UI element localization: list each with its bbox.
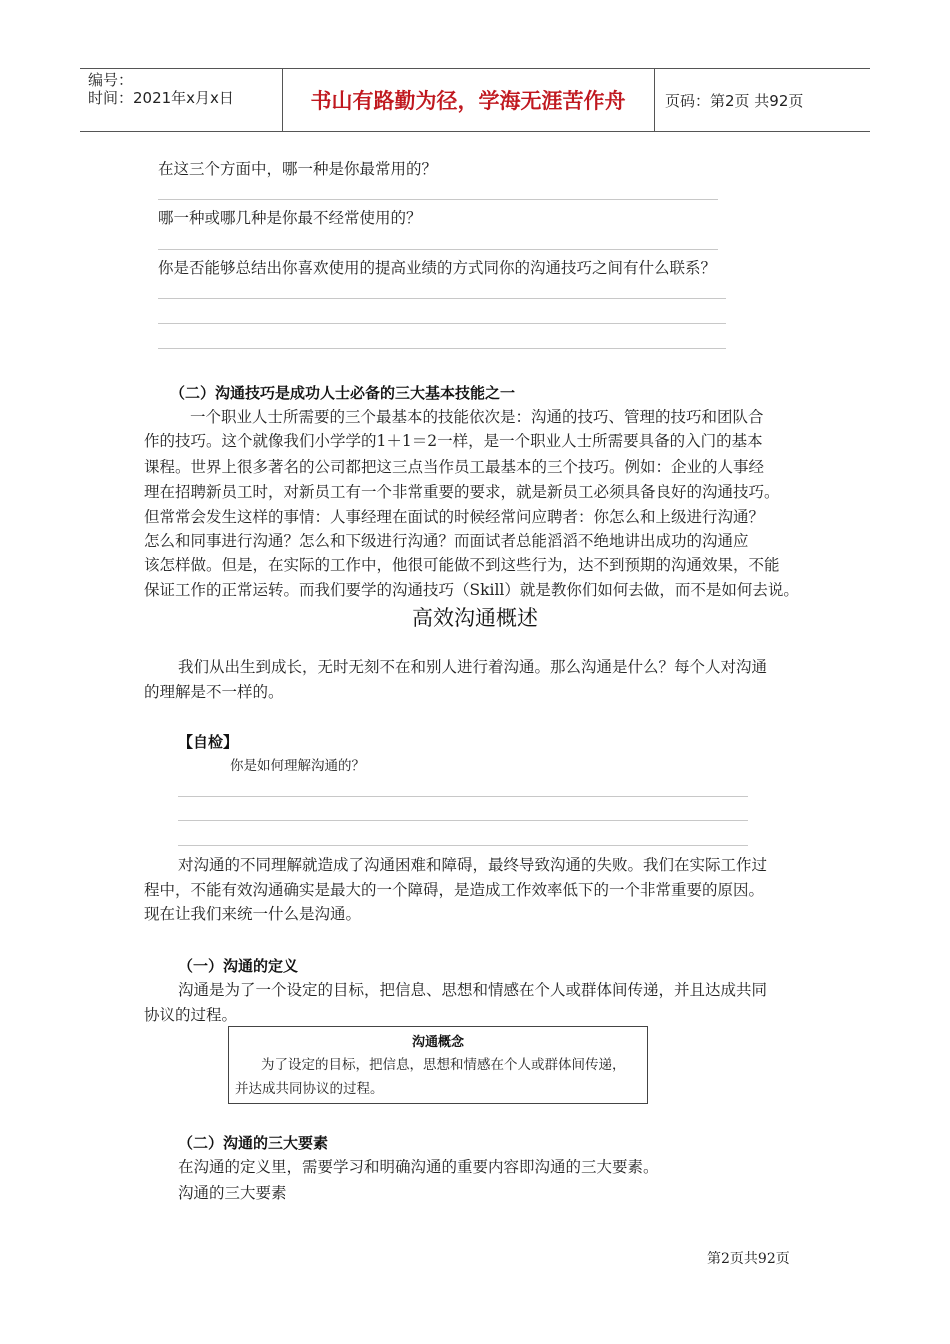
paragraph-line: 的理解是不一样的。 xyxy=(144,683,284,701)
page-header xyxy=(80,68,870,132)
selfcheck-label: 【自检】 xyxy=(178,733,239,751)
page-footer: 第2页共92页 xyxy=(707,1251,790,1267)
question-3: 你是否能够总结出你喜欢使用的提高业绩的方式同你的沟通技巧之间有什么联系？ xyxy=(158,259,717,277)
answer-line xyxy=(178,820,748,821)
paragraph-line: 我们从出生到成长，无时无刻不在和别人进行着沟通。那么沟通是什么？每个人对沟通 xyxy=(178,658,768,676)
paragraph-line: 作的技巧。这个就像我们小学学的1＋1＝2一样，是一个职业人士所需要具备的入门的基本 xyxy=(144,432,763,450)
paragraph-line: 怎么和同事进行沟通？怎么和下级进行沟通？而面试者总能滔滔不绝地讲出成功的沟通应 xyxy=(144,532,749,550)
answer-line xyxy=(158,298,726,299)
answer-line xyxy=(178,845,748,846)
paragraph-line: 保证工作的正常运转。而我们要学的沟通技巧（Skill）就是教你们如何去做，而不是如何去说。 xyxy=(144,581,799,599)
header-divider xyxy=(654,69,655,131)
answer-line xyxy=(178,796,748,797)
paragraph-line: 理在招聘新员工时，对新员工有一个非常重要的要求，就是新员工必须具备良好的沟通技巧。 xyxy=(144,483,780,501)
time-label: 时间：2021年x月x日 xyxy=(88,89,234,107)
section-heading-elements: （二）沟通的三大要素 xyxy=(178,1134,329,1152)
question-1: 在这三个方面中，哪一种是你最常用的？ xyxy=(158,160,438,178)
number-label: 编号： xyxy=(88,71,134,89)
paragraph-line: 课程。世界上很多著名的公司都把这三点当作员工最基本的三个技巧。例如：企业的人事经 xyxy=(144,458,765,476)
paragraph-line: 沟通是为了一个设定的目标，把信息、思想和情感在个人或群体间传递，并且达成共同 xyxy=(178,981,768,999)
concept-box-title: 沟通概念 xyxy=(411,1035,464,1050)
concept-box xyxy=(228,1026,648,1104)
header-page-label: 页码：第2页 共92页 xyxy=(665,91,804,110)
header-meta xyxy=(88,71,234,107)
paragraph-line: 程中，不能有效沟通确实是最大的一个障碍，是造成工作效率低下的一个非常重要的原因。 xyxy=(144,881,765,899)
paragraph-line: 但常常会发生这样的事情：人事经理在面试的时候经常问应聘者：你怎么和上级进行沟通？ xyxy=(144,508,765,526)
question-2: 哪一种或哪几种是你最不经常使用的？ xyxy=(158,209,422,227)
header-motto: 书山有路勤为径，学海无涯苦作舟 xyxy=(310,89,626,113)
paragraph-line: 在沟通的定义里，需要学习和明确沟通的重要内容即沟通的三大要素。 xyxy=(178,1158,659,1176)
concept-box-line: 为了设定的目标，把信息，思想和情感在个人或群体间传递， xyxy=(261,1057,626,1073)
concept-box-line: 并达成共同协议的过程。 xyxy=(235,1081,384,1097)
paragraph-line: 一个职业人士所需要的三个最基本的技能依次是：沟通的技巧、管理的技巧和团队合 xyxy=(190,408,764,426)
section-heading-definition: （一）沟通的定义 xyxy=(178,957,299,975)
answer-line xyxy=(158,323,726,324)
answer-line xyxy=(158,348,726,349)
concept-box-body xyxy=(235,1053,641,1101)
selfcheck-question: 你是如何理解沟通的？ xyxy=(230,758,365,774)
paragraph-line: 现在让我们来统一什么是沟通。 xyxy=(144,905,362,923)
section-heading-skills: （二）沟通技巧是成功人士必备的三大基本技能之一 xyxy=(170,384,516,402)
answer-line xyxy=(158,199,718,200)
section-title: 高效沟通概述 xyxy=(412,606,538,630)
paragraph-line: 对沟通的不同理解就造成了沟通困难和障碍，最终导致沟通的失败。我们在实际工作过 xyxy=(178,856,768,874)
paragraph-line: 协议的过程。 xyxy=(144,1006,238,1024)
answer-line xyxy=(158,249,718,250)
paragraph-line: 该怎样做。但是，在实际的工作中，他很可能做不到这些行为，达不到预期的沟通效果，不能 xyxy=(144,556,780,574)
paragraph-line: 沟通的三大要素 xyxy=(178,1184,287,1202)
